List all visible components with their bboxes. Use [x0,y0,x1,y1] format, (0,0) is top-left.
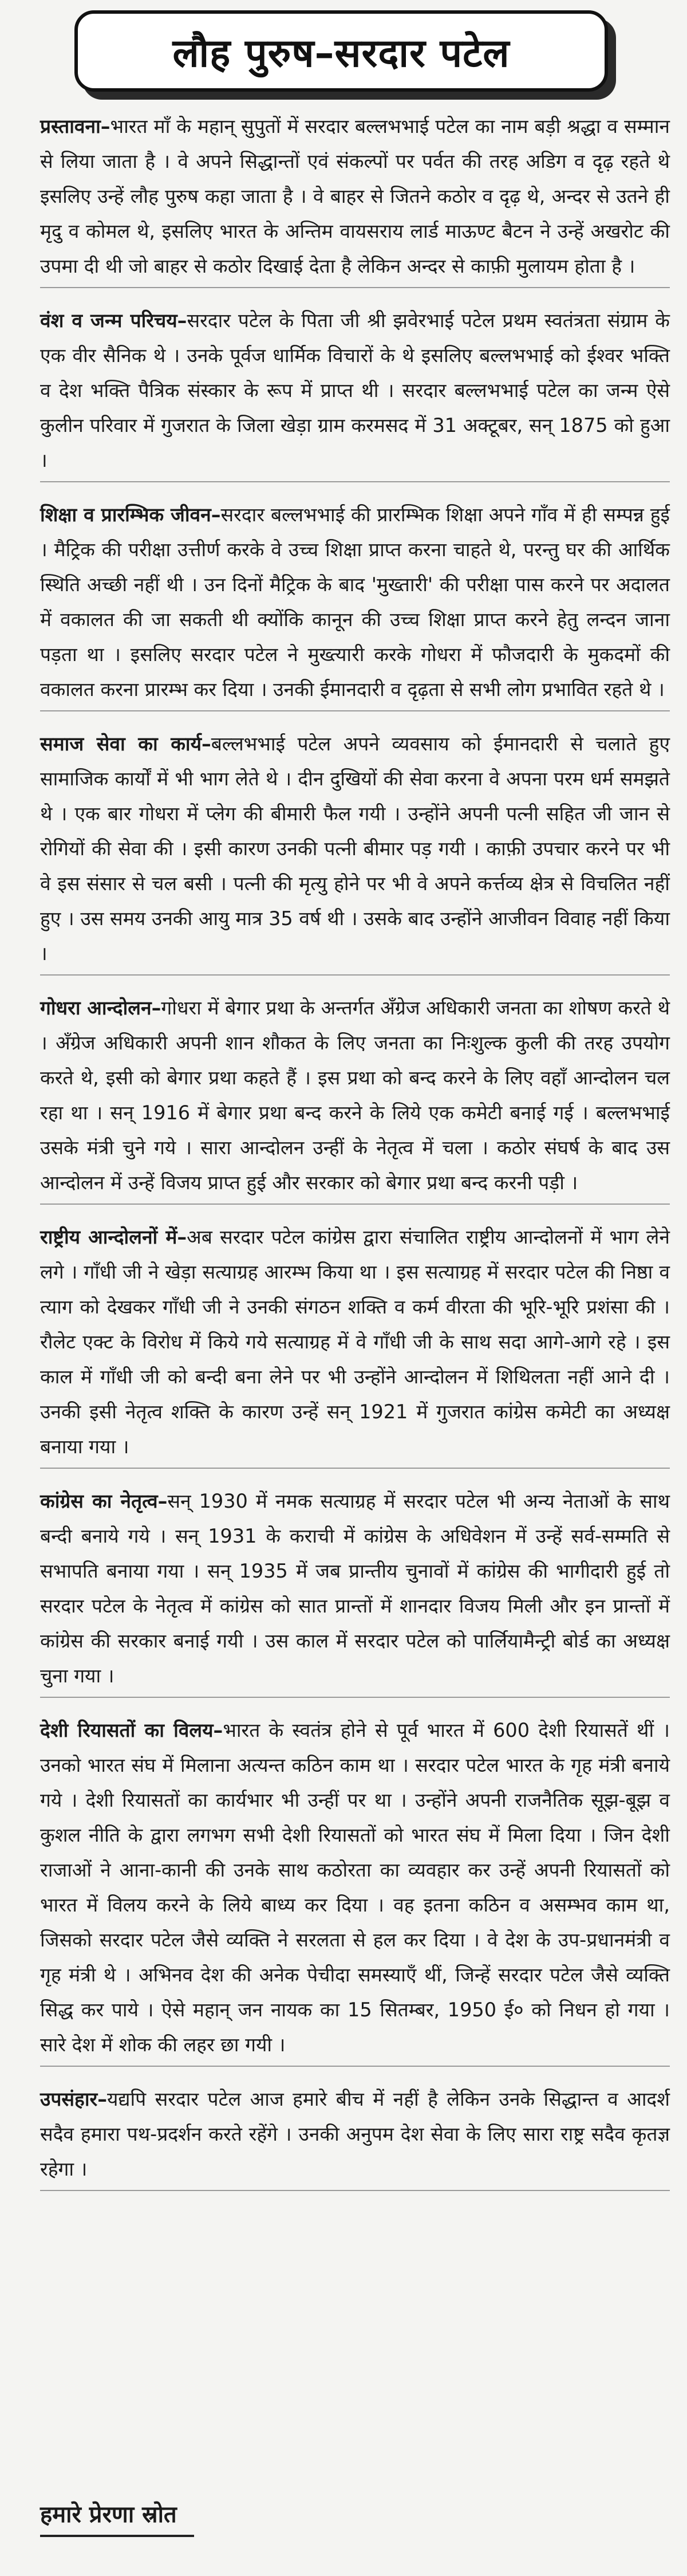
footer-caption: हमारे प्रेरणा स्रोत [40,2498,194,2537]
essay-body [40,109,670,2206]
section-text: बल्लभभाई पटेल अपने व्यवसाय को ईमानदारी से चलाते हुए सामाजिक कार्यों में भी भाग लेते थे । दीन दुखियों की सेवा करना वे अपना परम धर्म समझते थे । एक बार गोधरा में प्लेग की बीमारी फैल गयी । उन्होंने अपनी पत्नी सहित जी जान से रोगियों की सेवा की । इसी कारण उनकी पत्नी बीमार पड़ गयी । काफ़ी उपचार करने पर भी वे इस संसार से चल बसी । पत्नी की मृत्यु होने पर भी वे अपने कर्त्तव्य क्षेत्र से विचलित नहीं हुए । उस समय उनकी आयु मात्र 35 वर्ष थी । उसके बाद उन्होंने आजीवन विवाह नहीं किया । [40,733,670,965]
page-title: लौह पुरुष–सरदार पटेल [172,30,510,76]
title-banner [74,10,613,96]
section-heading: समाज सेवा का कार्य– [40,733,211,755]
title-box [74,10,608,92]
section-social-service [40,726,670,976]
section-heading: राष्ट्रीय आन्दोलनों में– [40,1226,187,1248]
section-national-movements [40,1220,670,1469]
section-conclusion [40,2082,670,2191]
section-text: सरदार पटेल के पिता जी श्री झवेरभाई पटेल प्रथम स्वतंत्रता संग्राम के एक वीर सैनिक थे । उनके पूर्वज धार्मिक विचारों के थे इसलिए बल्लभभाई को ईश्वर भक्ति व देश भक्ति पैत्रिक संस्कार के रूप में प्राप्त थी । सरदार बल्लभभाई पटेल का जन्म ऐसे कुलीन परिवार में गुजरात के जिला खेड़ा ग्राम करमसद में 31 अक्टूबर, सन् 1875 को हुआ । [40,309,670,471]
section-text: सन् 1930 में नमक सत्याग्रह में सरदार पटेल भी अन्य नेताओं के साथ बन्दी बनाये गये । सन् 1931 के कराची में कांग्रेस के अधिवेशन में उन्हें सर्व-सम्मति से सभापति बनाया गया । सन् 1935 में जब प्रान्तीय चुनावों में कांग्रेस की भागीदारी हुई तो सरदार पटेल के नेतृत्व में कांग्रेस को सात प्रान्तों में शानदार विजय मिली और इन प्रान्तों में कांग्रेस की सरकार बनाई गयी । उस काल में सरदार पटेल को पार्लियामैन्ट्री बोर्ड का अध्यक्ष चुना गया । [40,1490,670,1687]
section-heading: कांग्रेस का नेतृत्व– [40,1490,168,1512]
section-text: गोधरा में बेगार प्रथा के अन्तर्गत अँग्रेज अधिकारी जनता का शोषण करते थे । अँग्रेज अधिकारी अपनी शान शौकत के लिए जनता का निःशुल्क कुली की तरह उपयोग करते थे, इसी को बेगार प्रथा कहते हैं । इस प्रथा को बन्द करने के लिए वहाँ आन्दोलन चल रहा था । सन् 1916 में बेगार प्रथा बन्द करने के लिये एक कमेटी बनाई गई । बल्लभभाई उसके मंत्री चुने गये । सारा आन्दोलन उन्हीं के नेतृत्व में चला । कठोर संघर्ष के बाद उस आन्दोलन में उन्हें विजय प्राप्त हुई और सरकार को बेगार प्रथा बन्द करनी पड़ी । [40,997,670,1194]
section-text: भारत माँ के महान् सुपुतों में सरदार बल्लभभाई पटेल का नाम बड़ी श्रद्धा व सम्मान से लिया जाता है । वे अपने सिद्धान्तों एवं संकल्पों पर पर्वत की तरह अडिग व दृढ़ रहते थे इसलिए उन्हें लौह पुरुष कहा जाता है । वे बाहर से जितने कठोर व दृढ़ थे, अन्दर से उतने ही मृदु व कोमल थे, इसलिए भारत के अन्तिम वायसराय लार्ड माऊण्ट बैटन ने उन्हें अखरोट की उपमा दी थी जो बाहर से कठोर दिखाई देता है लेकिन अन्दर से काफ़ी मुलायम होता है । [40,115,670,277]
section-heading: वंश व जन्म परिचय– [40,309,187,332]
section-text: अब सरदार पटेल कांग्रेस द्वारा संचालित राष्ट्रीय आन्दोलनों में भाग लेने लगे । गाँधी जी ने खेड़ा सत्याग्रह आरम्भ किया था । इस सत्याग्रह में सरदार पटेल की निष्ठा व त्याग को देखकर गाँधी जी ने उनकी संगठन शक्ति व कर्म वीरता की भूरि-भूरि प्रशंसा की । रौलेट एक्ट के विरोध में किये गये सत्याग्रह में वे गाँधी जी के साथ सदा आगे-आगे रहे । इस काल में गाँधी जी को बन्दी बना लेने पर भी उन्होंने आन्दोलन में शिथिलता नहीं आने दी । उनकी इसी नेतृत्व शक्ति के कारण उन्हें सन् 1921 में गुजरात कांग्रेस कमेटी का अध्यक्ष बनाया गया । [40,1226,670,1458]
section-godhra-movement [40,990,670,1205]
section-heading: उपसंहार– [40,2088,107,2110]
section-lineage-birth [40,303,670,482]
section-heading: देशी रियासतों का विलय– [40,1719,223,1741]
section-introduction [40,109,670,288]
section-heading: शिक्षा व प्रारम्भिक जीवन– [40,504,221,526]
section-education-early-life [40,497,670,711]
section-text: सरदार बल्लभभाई की प्रारम्भिक शिक्षा अपने गाँव में ही सम्पन्न हुई । मैट्रिक की परीक्षा उत्तीर्ण करके वे उच्च शिक्षा प्राप्त करना चाहते थे, परन्तु घर की आर्थिक स्थिति अच्छी नहीं थी । उन दिनों मैट्रिक के बाद 'मुख्तारी' की परीक्षा पास करने पर अदालत में वकालत की जा सकती थी क्योंकि कानून की उच्च शिक्षा प्राप्त करने हेतु लन्दन जाना पड़ता था । इसलिए सरदार पटेल ने मुख्त्यारी करके गोधरा में फौजदारी के मुकदमों की वकालत करना प्रारम्भ कर दिया । उनकी ईमानदारी व दृढ़ता से सभी लोग प्रभावित रहते थे । [40,504,670,701]
section-congress-leadership [40,1484,670,1698]
section-princely-states [40,1713,670,2067]
section-heading: गोधरा आन्दोलन– [40,997,161,1019]
section-heading: प्रस्तावना– [40,115,110,137]
section-text: यद्यपि सरदार पटेल आज हमारे बीच में नहीं है लेकिन उनके सिद्धान्त व आदर्श सदैव हमारा पथ-प्रदर्शन करते रहेंगे । उनकी अनुपम देश सेवा के लिए सारा राष्ट्र सदैव कृतज्ञ रहेगा । [40,2088,670,2180]
section-text: भारत के स्वतंत्र होने से पूर्व भारत में 600 देशी रियासतें थीं । उनको भारत संघ में मिलाना अत्यन्त कठिन काम था । सरदार पटेल भारत के गृह मंत्री बनाये गये । देशी रियासतों का कार्यभार भी उन्हीं पर था । उन्होंने अपनी राजनैतिक सूझ-बूझ व कुशल नीति के द्वारा लगभग सभी देशी रियासतों को भारत संघ में मिला दिया । जिन देशी राजाओं ने आना-कानी की उनके साथ कठोरता का व्यवहार कर उन्हें अपनी रियासतों को भारत में विलय करने के लिये बाध्य कर दिया । वह इतना कठिन व असम्भव काम था, जिसको सरदार पटेल जैसे व्यक्ति ने सरलता से हल कर दिया । वे देश के उप-प्रधानमंत्री व गृह मंत्री थे । अभिनव देश की अनेक पेचीदा समस्याएँ थीं, जिन्हें सरदार पटेल जैसे व्यक्ति सिद्ध कर पाये । ऐसे महान् जन नायक का 15 सितम्बर, 1950 ई० को निधन हो गया । सारे देश में शोक की लहर छा गयी । [40,1719,670,2056]
